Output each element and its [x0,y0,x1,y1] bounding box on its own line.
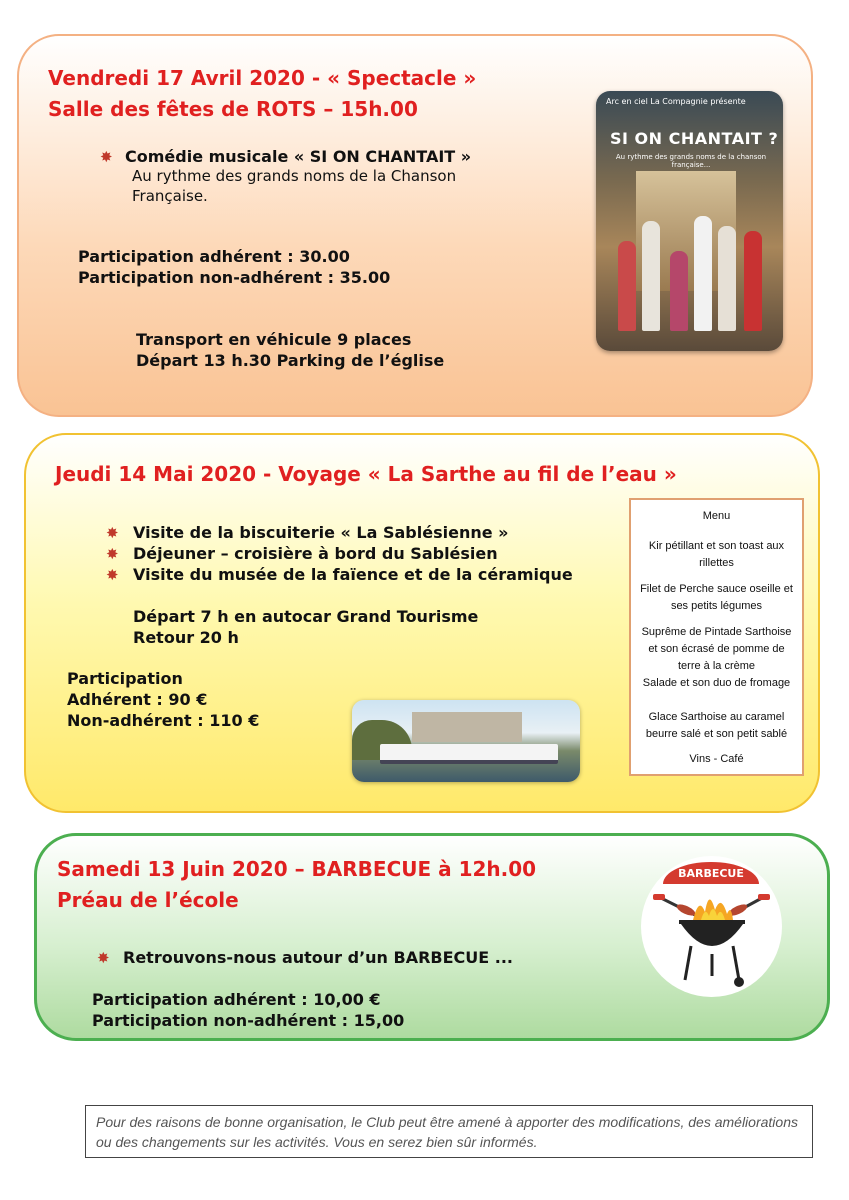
poster-figure [744,231,762,331]
bullet-icon: ✸ [106,545,119,563]
menu-line: Salade et son duo de fromage [642,677,791,689]
poster-figure [642,221,660,331]
event1-title-line2: Salle des fêtes de ROTS – 15h.00 [48,97,418,121]
menu-line: ses petits légumes [670,600,763,612]
event3-bullet: Retrouvons-nous autour d’un BARBECUE ... [123,948,513,967]
grill-icon [641,856,782,997]
bullet-icon: ✸ [97,949,110,967]
event3-price-member: Participation adhérent : 10,00 € [92,990,381,1009]
photo-boat [380,744,558,764]
bullet-icon: ✸ [106,566,119,584]
footer-note: Pour des raisons de bonne organisation, le Club peut être amené à apporter des modifications, des améliorations ou des changements sur les activités. Vous en serez bien sûr informés. [85,1105,813,1158]
event1-price-nonmember: Participation non-adhérent : 35.00 [78,268,391,287]
event1-title-line1: Vendredi 17 Avril 2020 - « Spectacle » [48,66,477,90]
menu-heading: Menu [702,510,731,522]
menu-line: Filet de Perche sauce oseille et [640,583,793,595]
lunch-menu [629,498,804,776]
menu-line: terre à la crème [677,660,756,672]
barbecue-label: BARBECUE [663,862,759,884]
event2-item: Visite de la biscuiterie « La Sablésienne » [133,523,509,542]
event1-departure: Départ 13 h.30 Parking de l’église [136,351,445,370]
event2-title: Jeudi 14 Mai 2020 - Voyage « La Sarthe au fil de l’eau » [55,462,677,486]
show-poster-image [596,91,783,351]
event3-title-line2: Préau de l’école [57,888,239,912]
barbecue-icon [641,856,782,997]
bullet-icon: ✸ [106,524,119,542]
event3-title-line1: Samedi 13 Juin 2020 – BARBECUE à 12h.00 [57,857,537,881]
event1-bullet-title: Comédie musicale « SI ON CHANTAIT » [125,147,472,166]
menu-line: Kir pétillant et son toast aux [648,540,785,552]
poster-top-text: Arc en ciel La Compagnie présente [606,97,746,106]
event2-participation-label: Participation [67,669,183,688]
menu-line: Suprême de Pintade Sarthoise [641,626,792,638]
poster-title: SI ON CHANTAIT ? [610,129,779,148]
event2-item: Visite du musée de la faïence et de la céramique [133,565,573,584]
poster-figure [694,216,712,331]
event2-item: Déjeuner – croisière à bord du Sablésien [133,544,498,563]
event3-price-nonmember: Participation non-adhérent : 15,00 [92,1011,405,1030]
poster-figure [618,241,636,331]
event2-price-nonmember: Non-adhérent : 110 € [67,711,260,730]
bullet-icon: ✸ [100,148,113,166]
event2-return: Retour 20 h [133,628,239,647]
event1-description-line1: Au rythme des grands noms de la Chanson [132,167,457,185]
poster-figure [670,251,688,331]
event1-transport: Transport en véhicule 9 places [136,330,412,349]
event2-price-member: Adhérent : 90 € [67,690,208,709]
poster-subtitle: Au rythme des grands noms de la chanson française... [615,153,767,169]
menu-line: rillettes [699,557,734,569]
photo-abbey [412,712,522,742]
event2-departure: Départ 7 h en autocar Grand Tourisme [133,607,479,626]
event1-description-line2: Française. [132,187,208,205]
menu-line: Vins - Café [689,753,744,765]
menu-line: et son écrasé de pomme de [648,643,785,655]
river-boat-photo [352,700,580,782]
event1-price-member: Participation adhérent : 30.00 [78,247,350,266]
poster-figure [718,226,736,331]
menu-line: beurre salé et son petit sablé [645,728,788,740]
menu-line: Glace Sarthoise au caramel [648,711,785,723]
